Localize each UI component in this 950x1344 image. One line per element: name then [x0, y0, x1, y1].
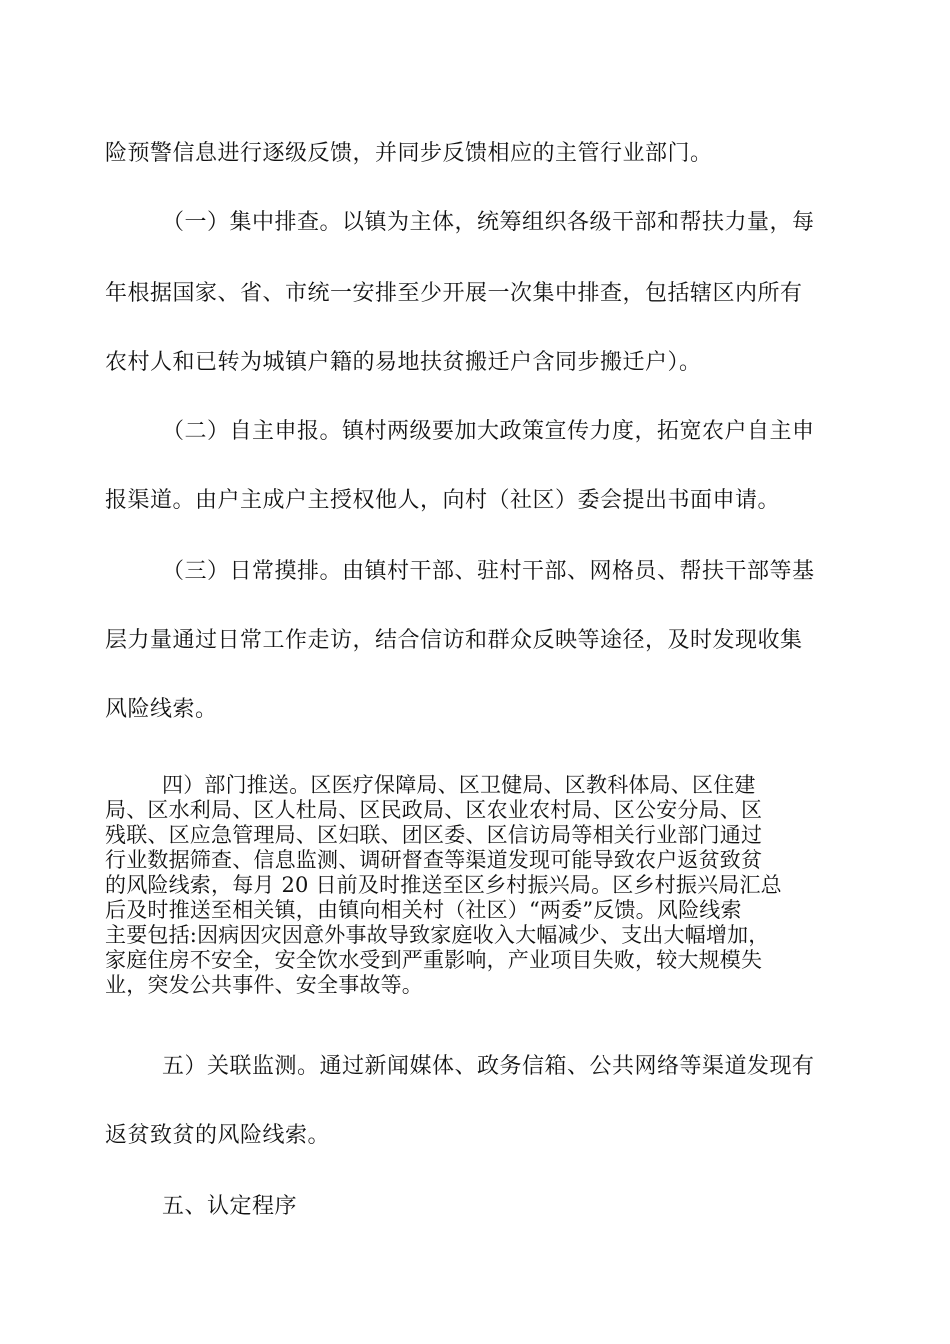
text-line: 行业数据筛查、信息监测、调研督查等渠道发现可能导致农户返贫致贫 [105, 848, 763, 872]
text-line: 业，突发公共事件、安全事故等。 [105, 973, 423, 997]
text-line: 层力量通过日常工作走访，结合信访和群众反映等途径，及时发现收集 [105, 628, 803, 653]
text-line: 返贫致贫的风险线索。 [105, 1123, 331, 1148]
text-line: （二）自主申报。镇村两级要加大政策宣传力度，拓宽农户自主申 [162, 419, 815, 444]
section-heading: 五、认定程序 [162, 1194, 298, 1219]
text-line: 风险线索。 [105, 697, 218, 722]
text-line: 年根据国家、省、市统一安排至少开展一次集中排查，包括辖区内所有 [105, 281, 803, 306]
text-line: 报渠道。由户主成户主授权他人，向村（社区）委会提出书面申请。 [105, 488, 781, 513]
text-line: 五）关联监测。通过新闻媒体、政务信箱、公共网络等渠道发现有 [162, 1054, 815, 1079]
text-line: （一）集中排查。以镇为主体，统筹组织各级干部和帮扶力量，每 [162, 210, 815, 235]
text-line: 主要包括:因病因灾因意外事故导致家庭收入大幅减少、支出大幅增加， [105, 923, 770, 947]
text-line: 局、区水利局、区人杜局、区民政局、区农业农村局、区公安分局、区 [105, 798, 763, 822]
text-line: 四）部门推送。区医疗保障局、区卫健局、区教科体局、区住建 [162, 773, 756, 797]
text-line: 农村人和已转为城镇户籍的易地扶贫搬迁户含同步搬迁户）。 [105, 350, 702, 375]
text-line: 后及时推送至相关镇，由镇向相关村（社区）“两委”反馈。风险线索 [105, 898, 742, 922]
text-line: 家庭住房不安全，安全饮水受到严重影响，产业项目失败，较大规模失 [105, 948, 763, 972]
text-line: 险预警信息进行逐级反馈，并同步反馈相应的主管行业部门。 [105, 141, 713, 166]
text-line: （三）日常摸排。由镇村干部、驻村干部、网格员、帮扶干部等基 [162, 559, 815, 584]
text-line: 的风险线索，每月 20 日前及时推送至区乡村振兴局。区乡村振兴局汇总 [105, 873, 782, 897]
text-line: 残联、区应急管理局、区妇联、团区委、区信访局等相关行业部门通过 [105, 823, 763, 847]
